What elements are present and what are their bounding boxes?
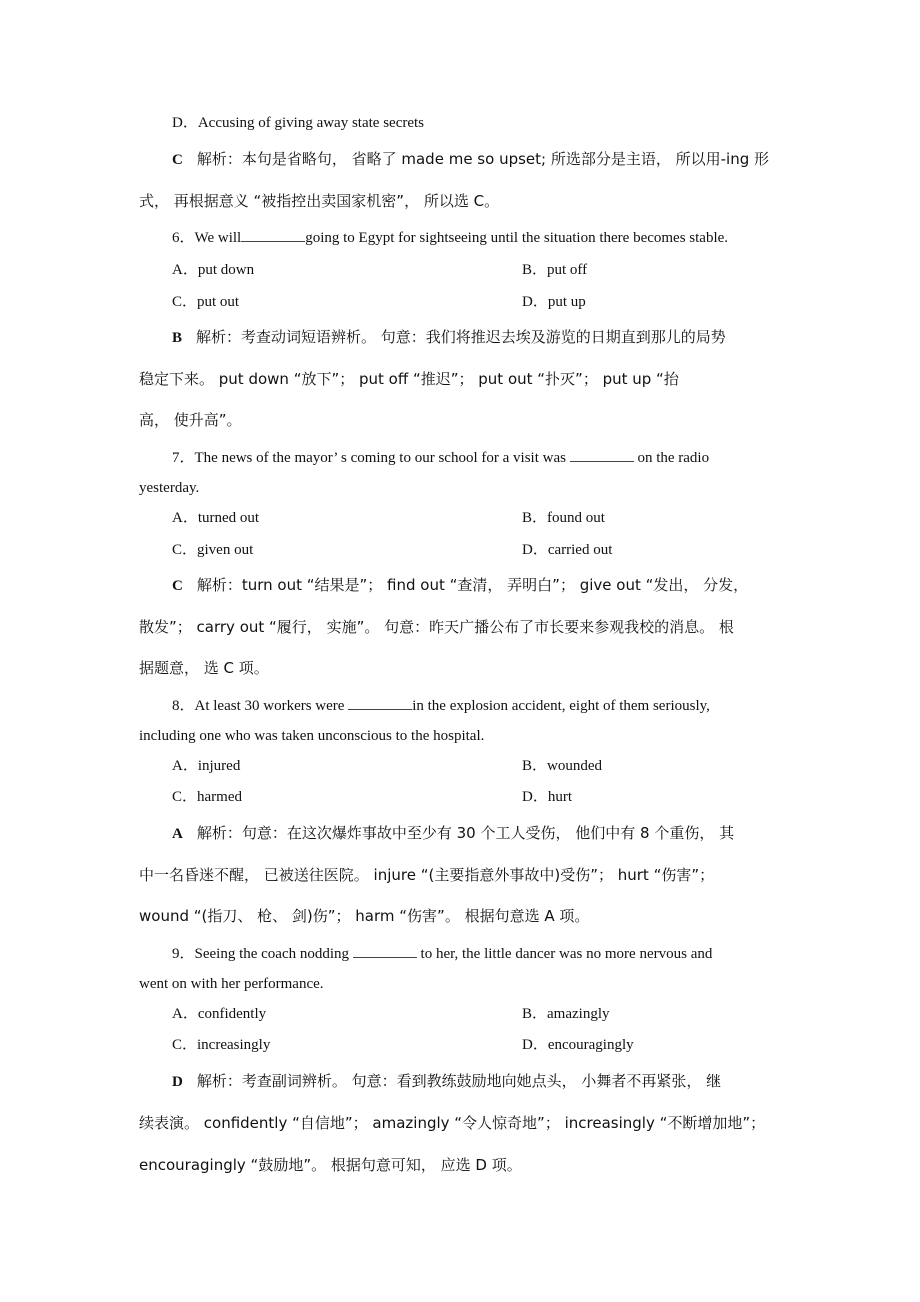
q6-option-c: C．put out bbox=[172, 294, 240, 310]
q7-option-a: A．turned out bbox=[172, 510, 260, 526]
answer-blank bbox=[241, 229, 305, 242]
q8-explanation-line1: A 解析：句意：在这次爆炸事故中至少有 30 个工人受伤， 他们中有 8 个重伤， 其 bbox=[172, 824, 735, 842]
q6-option-b: B．put off bbox=[522, 262, 588, 278]
q6-stem: 6．We will going to Egypt for sightseeing until the situation there becomes stable. bbox=[172, 230, 729, 246]
answer-blank bbox=[570, 449, 634, 462]
q7-stem: 7．The news of the mayor’ s coming to our school for a visit was on the radio bbox=[172, 450, 710, 466]
q8-answer: A bbox=[172, 826, 183, 842]
q7-explanation-line3: 据题意， 选 C 项。 bbox=[139, 659, 269, 677]
q9-explanation-line3: encouragingly “鼓励地”。 根据句意可知， 应选 D 项。 bbox=[139, 1156, 522, 1174]
q9-explanation-line2: 续表演。 confidently “自信地”； amazingly “令人惊奇地”； increasingly “不断增加地”； bbox=[139, 1114, 766, 1132]
q7-option-d: D．carried out bbox=[522, 542, 613, 558]
q7-explanation-line1: C 解析：turn out “结果是”； find out “查清， 弄明白”； give out “发出， 分发， bbox=[172, 576, 749, 594]
q9-answer: D bbox=[172, 1074, 183, 1090]
q6-option-a: A．put down bbox=[172, 262, 255, 278]
q6-answer: B bbox=[172, 330, 183, 346]
q6-explanation-line3: 高， 使升高”。 bbox=[139, 411, 242, 429]
q5-explanation-line1: C 解析：本句是省略句， 省略了 made me so upset; 所选部分是主语， 所以用-ing 形 bbox=[172, 150, 769, 168]
q8-stem: 8．At least 30 workers were in the explosion accident, eight of them seriously, bbox=[172, 698, 710, 714]
q8-stem-line2: including one who was taken unconscious to the hospital. bbox=[139, 728, 485, 744]
q6-explanation-line2: 稳定下来。 put down “放下”； put off “推迟”； put out “扑灭”； put up “抬 bbox=[139, 370, 679, 388]
q5-answer: C bbox=[172, 152, 183, 168]
q5-explanation-line2: 式， 再根据意义 “被指控出卖国家机密”， 所以选 C。 bbox=[139, 192, 500, 210]
q9-option-b: B．amazingly bbox=[522, 1006, 610, 1022]
q6-explanation-line1: B 解析：考查动词短语辨析。 句意：我们将推迟去埃及游览的日期直到那儿的局势 bbox=[172, 328, 726, 346]
q9-option-d: D．encouragingly bbox=[522, 1037, 634, 1053]
q8-option-a: A．injured bbox=[172, 758, 241, 774]
q8-option-c: C．harmed bbox=[172, 789, 242, 805]
q7-option-c: C．given out bbox=[172, 542, 254, 558]
q9-stem: 9．Seeing the coach nodding to her, the little dancer was no more nervous and bbox=[172, 946, 713, 962]
q9-explanation-line1: D 解析：考查副词辨析。 句意：看到教练鼓励地向她点头， 小舞者不再紧张， 继 bbox=[172, 1072, 722, 1090]
q9-option-a: A．confidently bbox=[172, 1006, 267, 1022]
q7-answer: C bbox=[172, 578, 183, 594]
q9-stem-line2: went on with her performance. bbox=[139, 976, 324, 992]
q8-explanation-line3: wound “(指刀、 枪、 剑)伤”； harm “伤害”。 根据句意选 A 项。 bbox=[139, 907, 590, 925]
q5-option-d: D．Accusing of giving away state secrets bbox=[172, 115, 425, 131]
answer-blank bbox=[348, 697, 412, 710]
q8-explanation-line2: 中一名昏迷不醒， 已被送往医院。 injure “(主要指意外事故中)受伤”； hurt “伤害”； bbox=[139, 866, 715, 884]
q7-option-b: B．found out bbox=[522, 510, 605, 526]
q6-option-d: D．put up bbox=[522, 294, 586, 310]
q7-stem-line2: yesterday. bbox=[139, 480, 200, 496]
q8-option-b: B．wounded bbox=[522, 758, 602, 774]
q7-explanation-line2: 散发”； carry out “履行， 实施”。 句意：昨天广播公布了市长要来参观我校的消息。 根 bbox=[139, 618, 734, 636]
q8-option-d: D．hurt bbox=[522, 789, 572, 805]
answer-blank bbox=[353, 945, 417, 958]
q9-option-c: C．increasingly bbox=[172, 1037, 271, 1053]
